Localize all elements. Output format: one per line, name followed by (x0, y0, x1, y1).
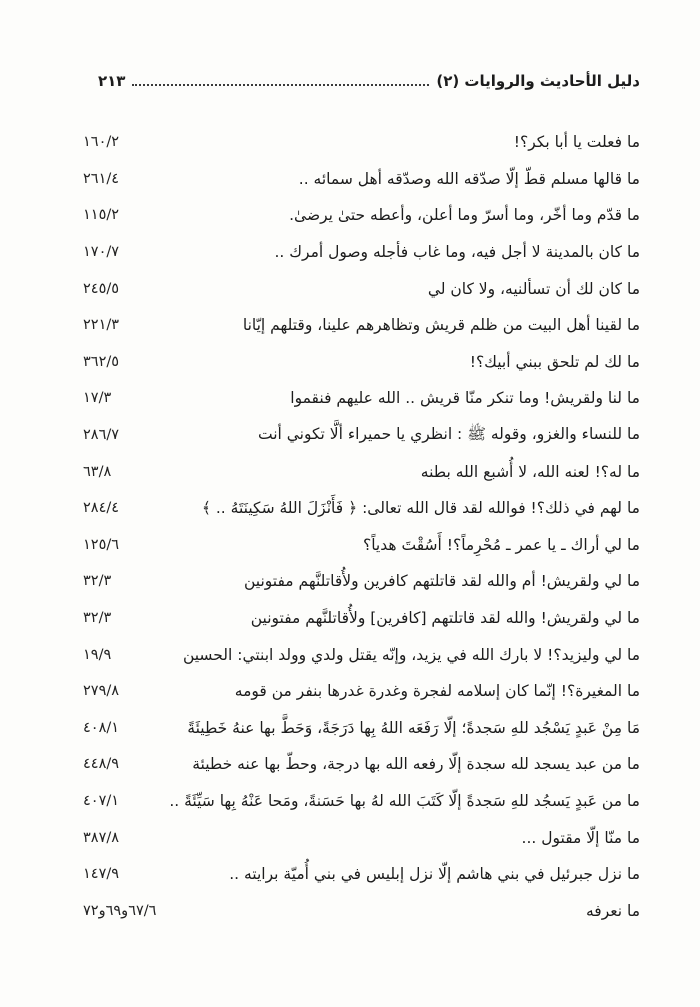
entry-page-ref: ٦٣/٨ (83, 463, 112, 480)
entry-page-ref: ٢٨٤/٤ (83, 500, 120, 517)
index-entry (60, 892, 640, 929)
index-entry (60, 490, 640, 527)
entry-text: ما المغيرة؟! إنّما كان إسلامه لفجرة وغدرة غدرها بنفر من قومه (234, 682, 640, 701)
index-entry (60, 417, 640, 454)
entry-page-ref: ٦٧/٦و٦٩و٧٢ (83, 902, 157, 919)
index-entry (60, 746, 640, 783)
index-entry (60, 380, 640, 417)
entry-text: ما نزل جبرئيل في بني هاشم إلّا نزل إبليس في بني أُميّة برايته .. (229, 865, 640, 884)
entry-page-ref: ٢٨٦/٧ (83, 427, 120, 444)
entry-text: ما لي ولقريش! أم والله لقد قاتلتهم كافرين ولأُقاتلنَّهم مفتونين (243, 572, 640, 591)
entry-page-ref: ٢٤٥/٥ (83, 280, 120, 297)
entry-text: ما لك لم تلحق ببني أبيك؟! (469, 352, 640, 371)
page-number: ٢١٣ (98, 72, 126, 90)
index-entry (60, 563, 640, 600)
entry-page-ref: ١١٥/٢ (83, 207, 120, 224)
index-entry (60, 307, 640, 344)
index-entry (60, 270, 640, 307)
entry-page-ref: ٣٨٧/٨ (83, 829, 120, 846)
entry-text: ما لنا ولقريش! وما تنكر منّا قريش .. الله عليهم فنقموا (290, 389, 640, 408)
hadith-index-list (60, 124, 640, 929)
entry-text: ما لي ولقريش! والله لقد قاتلتهم [كافرين] ولأُقاتلنَّهم مفتونين (250, 609, 640, 628)
index-entry (60, 856, 640, 893)
entry-text: ما نعرفه (585, 901, 640, 920)
entry-text: ما لهم في ذلك؟! فوالله لقد قال الله تعالى: ﴿ فَأَنْزَلَ اللهُ سَكِينَتَهُ .. ﴾ (201, 499, 640, 518)
index-entry (60, 636, 640, 673)
index-entry (60, 161, 640, 198)
entry-page-ref: ١٧/٣ (83, 390, 112, 407)
entry-page-ref: ٢٦١/٤ (83, 170, 120, 187)
running-header (98, 64, 640, 90)
entry-page-ref: ٣٢/٣ (83, 573, 112, 590)
index-entry (60, 453, 640, 490)
index-entry (60, 234, 640, 271)
index-entry (60, 673, 640, 710)
entry-text: ما كان لك أن تسألنيه، ولا كان لي (427, 279, 640, 298)
entry-text: ما من عبد يسجد لله سجدة إلّا رفعه الله بها درجة، وحطّ بها عنه خطيئة (192, 755, 640, 774)
entry-page-ref: ١٦٠/٢ (83, 134, 120, 151)
entry-text: ما للنساء والغزو، وقوله ﷺ : انظري يا حميراء ألَّا تكوني أنت (257, 424, 640, 443)
entry-page-ref: ٤٠٧/١ (83, 792, 120, 809)
entry-page-ref: ٢٢١/٣ (83, 317, 120, 334)
entry-text: ما لي أراك ـ يا عمر ـ مُحْرِماً؟! أَسُقْتَ هدياً؟ (362, 535, 640, 554)
entry-page-ref: ١٧٠/٧ (83, 244, 120, 261)
entry-text: ما كان بالمدينة لا أجل فيه، وما غاب فأجله وصول أمرك .. (274, 243, 640, 262)
index-entry (60, 600, 640, 637)
entry-page-ref: ٣٦٢/٥ (83, 353, 120, 370)
entry-page-ref: ٣٢/٣ (83, 610, 112, 627)
entry-text: ما فعلت يا أبا بكر؟! (513, 133, 640, 152)
index-entry (60, 527, 640, 564)
entry-text: ما لقينا أهل البيت من ظلم قريش وتظاهرهم علينا، وقتلهم إيّانا (242, 316, 640, 335)
index-entry (60, 710, 640, 747)
entry-text: ما قالها مسلم قطّ إلّا صدّقه الله وصدّقه أهل سمائه .. (298, 169, 640, 188)
index-entry (60, 197, 640, 234)
entry-page-ref: ١٩/٩ (83, 646, 112, 663)
index-entry (60, 124, 640, 161)
page-content (60, 0, 700, 929)
entry-text: ما له؟! لعنه الله، لا أُشبع الله بطنه (420, 462, 640, 481)
entry-text: ما قدّم وما أخّر، وما أسرّ وما أعلن، وأعطه حتىٰ يرضىٰ. (289, 206, 640, 225)
entry-page-ref: ٤٠٨/١ (83, 719, 120, 736)
book-section-title: دليل الأحاديث والروايات (٢) (436, 72, 640, 90)
index-entry (60, 819, 640, 856)
entry-page-ref: ١٢٥/٦ (83, 536, 120, 553)
entry-text: ما من عَبدٍ يَسجُد للهِ سَجدةً إلّا كَتَبَ الله لهُ بها حَسَنةً، ومَحا عَنْهُ بِها سَيِّئَةً .. (169, 791, 640, 810)
entry-page-ref: ٢٧٩/٨ (83, 683, 120, 700)
entry-text: ما لي وليزيد؟! لا بارك الله في يزيد، وإنّه يقتل ولدي وولد ابنتي: الحسين (182, 645, 640, 664)
entry-text: مَا مِنْ عَبدٍ يَسْجُد للهِ سَجدةً؛ إلّا رَفَعَه اللهُ بِها دَرَجَةً، وَحَطَّ بها عنهُ خَطِيئَةً (187, 718, 640, 737)
index-entry (60, 344, 640, 381)
entry-text: ما منّا إلّا مقتول ... (521, 828, 640, 847)
entry-page-ref: ٤٤٨/٩ (83, 756, 120, 773)
index-entry (60, 783, 640, 820)
dot-leader (132, 84, 429, 86)
entry-page-ref: ١٤٧/٩ (83, 866, 120, 883)
